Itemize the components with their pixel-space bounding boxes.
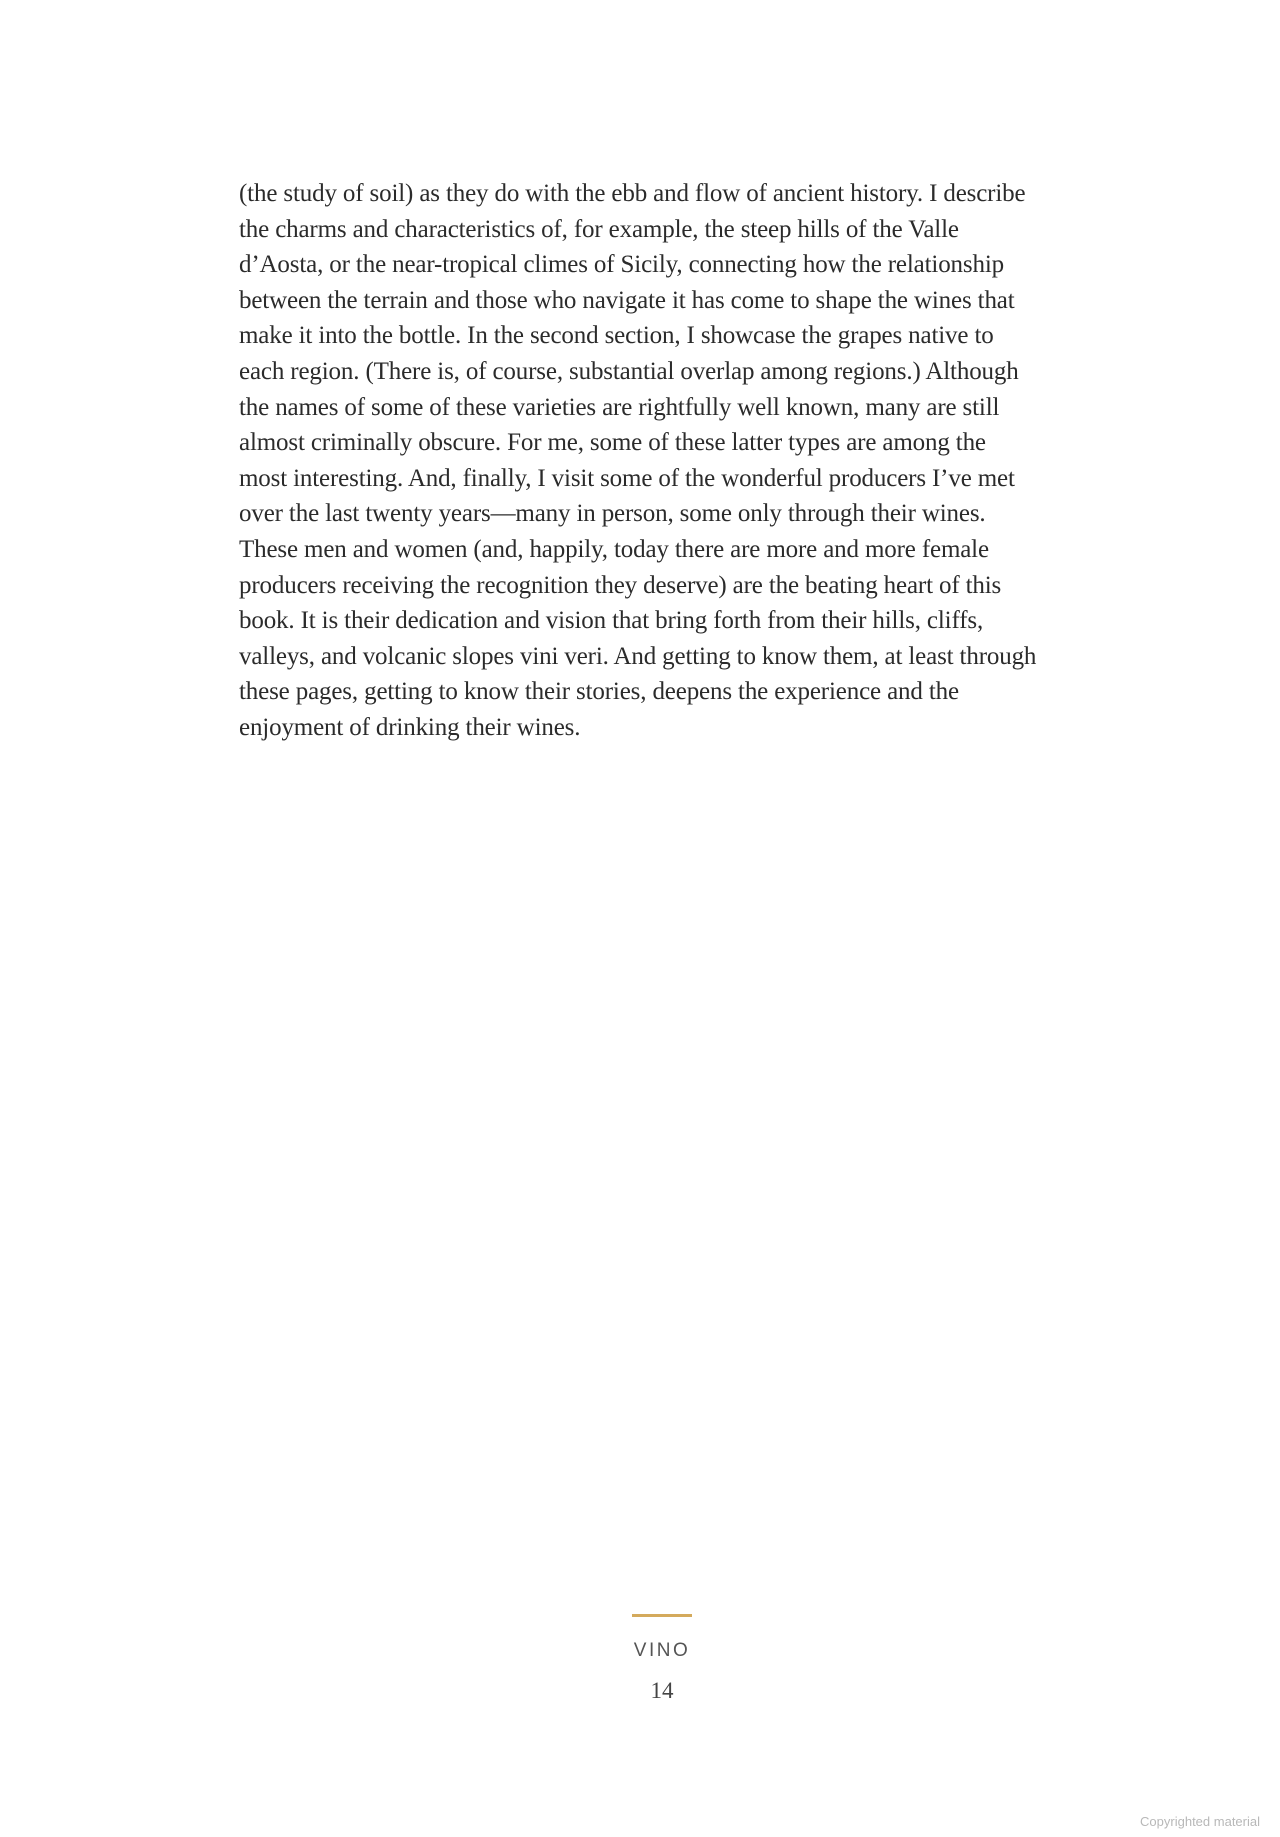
running-title: VINO [633,1640,691,1661]
text-line: the names of some of these varieties are rightfully well known, many are still [239,393,1000,421]
text-line: over the last twenty years—many in person, some only through their wines. [239,500,986,528]
text-line: almost criminally obscure. For me, some of these latter types are among the [239,429,986,457]
text-line: these pages, getting to know their stories, deepens the experience and the [239,678,959,706]
text-line: (the study of soil) as they do with the ebb and flow of ancient history. I describe [239,180,1026,207]
text-line: d’Aosta, or the near-tropical climes of Sicily, connecting how the relationship [239,251,1004,279]
text-line: valleys, and volcanic slopes vini veri. And getting to know them, at least through [239,642,1037,670]
text-line: enjoyment of drinking their wines. [239,713,581,741]
text-line: producers receiving the recognition they deserve) are the beating heart of this [239,571,1002,599]
page-number: 14 [650,1678,674,1703]
body-paragraph [239,176,1079,746]
footer-divider [632,1614,692,1617]
text-line: the charms and characteristics of, for example, the steep hills of the Valle [239,215,959,243]
text-line: each region. (There is, of course, substantial overlap among regions.) Although [239,357,1019,385]
text-line: most interesting. And, finally, I visit some of the wonderful producers I’ve met [239,464,1015,492]
text-line: These men and women (and, happily, today there are more and more female [239,535,989,563]
text-line: make it into the bottle. In the second section, I showcase the grapes native to [239,322,994,350]
copyright-watermark: Copyrighted material [1140,1814,1260,1829]
text-line: book. It is their dedication and vision that bring forth from their hills, cliffs, [239,607,984,635]
text-line: between the terrain and those who navigate it has come to shape the wines that [239,286,1015,314]
